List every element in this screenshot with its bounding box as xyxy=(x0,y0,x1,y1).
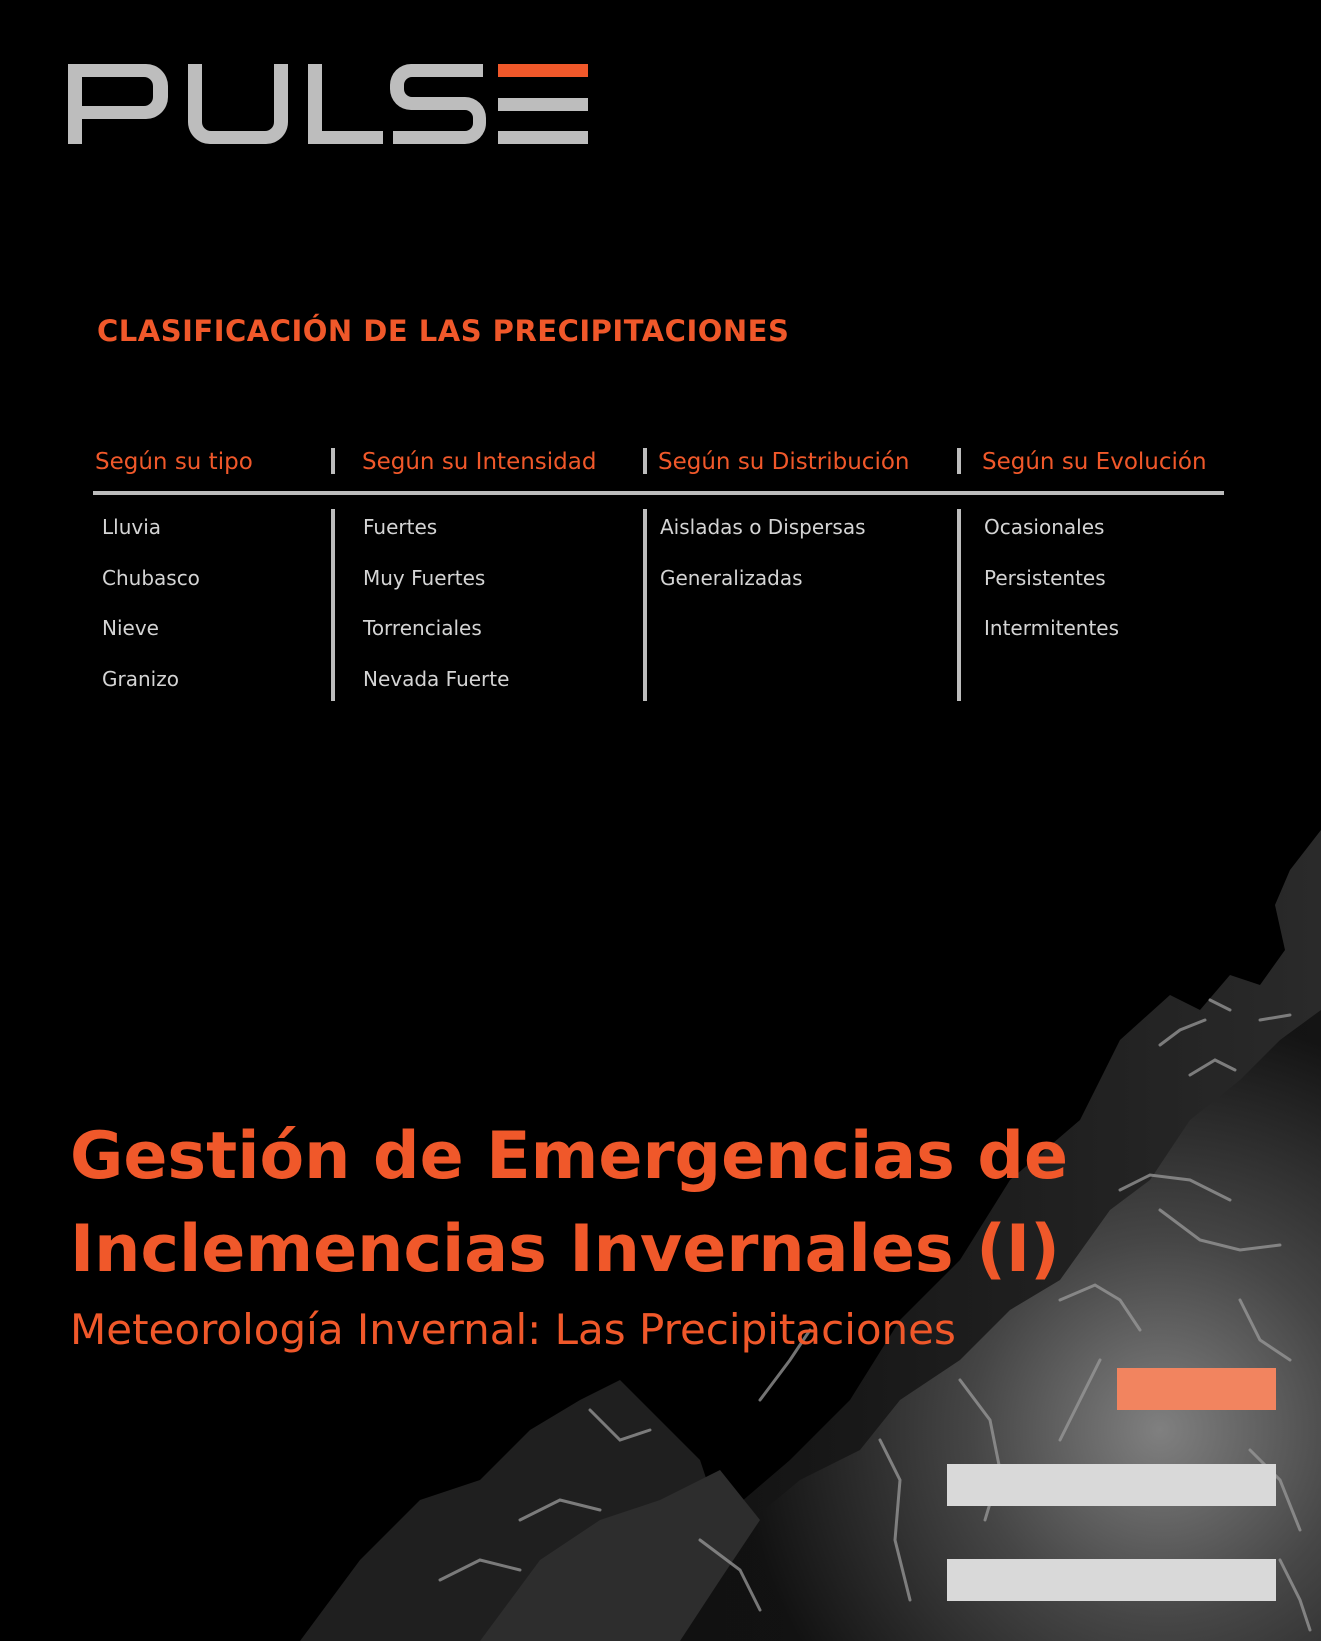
list-evolucion xyxy=(984,514,1119,666)
list-distribucion xyxy=(660,514,866,615)
list-item: Nieve xyxy=(102,616,159,640)
subtitle: Meteorología Invernal: Las Precipitaciones xyxy=(70,1305,956,1354)
list-item: Persistentes xyxy=(984,565,1106,590)
main-title xyxy=(70,1110,1068,1296)
header-separator xyxy=(331,448,335,474)
column-header-tipo: Según su tipo xyxy=(95,449,253,475)
main-title-line-2: Inclemencias Invernales (I) xyxy=(70,1212,1060,1287)
decorative-bar-grey xyxy=(947,1464,1276,1506)
list-item: Ocasionales xyxy=(984,515,1105,539)
list-intensidad xyxy=(363,514,509,716)
column-separator xyxy=(331,509,335,701)
list-item: Fuertes xyxy=(363,515,438,539)
header-separator xyxy=(957,448,961,474)
list-item: Aisladas o Dispersas xyxy=(660,515,866,539)
column-header-distribucion: Según su Distribución xyxy=(658,449,910,475)
decorative-bar-orange xyxy=(1117,1368,1276,1410)
list-item: Nevada Fuerte xyxy=(363,666,510,691)
list-item: Lluvia xyxy=(102,515,162,539)
section-title: CLASIFICACIÓN DE LAS PRECIPITACIONES xyxy=(97,314,790,348)
column-separator xyxy=(643,509,647,701)
pulse-logo xyxy=(68,64,588,144)
list-item: Torrenciales xyxy=(363,616,482,640)
list-item: Chubasco xyxy=(102,565,200,590)
header-divider xyxy=(93,491,1224,495)
list-item: Granizo xyxy=(102,666,179,691)
list-item: Muy Fuertes xyxy=(363,565,486,590)
list-tipo xyxy=(102,514,200,716)
decorative-bar-grey xyxy=(947,1559,1276,1601)
header-separator xyxy=(643,448,647,474)
column-header-intensidad: Según su Intensidad xyxy=(362,449,597,475)
column-header-evolucion: Según su Evolución xyxy=(982,449,1207,475)
main-title-line-1: Gestión de Emergencias de xyxy=(70,1119,1069,1194)
list-item: Generalizadas xyxy=(660,565,803,590)
list-item: Intermitentes xyxy=(984,616,1120,640)
column-separator xyxy=(957,509,961,701)
